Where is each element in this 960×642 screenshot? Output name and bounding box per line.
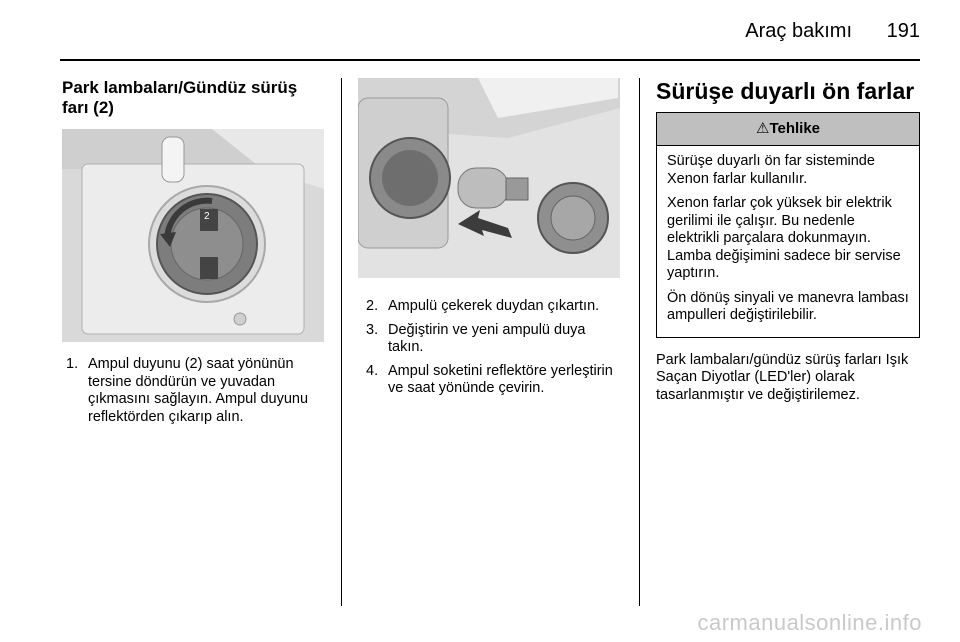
step-text: Ampul duyunu (2) saat yönünün tersine döndürün ve yuvadan çıkmasını sağlayın. Ampul duyunu reflektörden çıkarıp alın. — [88, 356, 309, 425]
list-item — [366, 298, 620, 316]
step-number: 2. — [366, 298, 379, 314]
step-text: Ampulü çekerek duydan çıkartın. — [388, 298, 600, 314]
svg-text:2: 2 — [204, 211, 210, 222]
column-divider-2 — [639, 78, 640, 606]
column-1 — [62, 78, 324, 432]
column-divider-1 — [341, 78, 342, 606]
column-2 — [358, 78, 620, 404]
headlamp-socket-illustration — [62, 129, 324, 342]
column-3 — [656, 78, 920, 404]
page-number: 191 — [886, 20, 920, 42]
led-note-paragraph: Park lambaları/gündüz sürüş farları Işık Saçan Diyotlar (LED'ler) olarak tasarlanmıştır ve değiştirilemez. — [656, 351, 909, 403]
warning-paragraph: Xenon farlar çok yüksek bir elektrik gerilimi ile çalışır. Bu nedenle elektrikli parçalara dokunmayın. Lamba değişimini sadece bir servise yaptırın. — [667, 195, 901, 281]
list-item — [366, 363, 620, 398]
step-text: Ampul soketini reflektöre yerleştirin ve saat yönünde çevirin. — [388, 362, 613, 396]
warning-body — [657, 146, 919, 337]
section-heading-park-lamps: Park lambaları/Gündüz sürüş farı (2) — [62, 78, 298, 117]
list-item — [66, 356, 324, 426]
step-number: 3. — [366, 321, 379, 338]
warning-header — [657, 113, 919, 146]
header-title: Araç bakımı — [745, 20, 852, 42]
warning-paragraph: Sürüşe duyarlı ön far sisteminde Xenon farlar kullanılır. — [667, 153, 875, 187]
warning-triangle-icon: ⚠ — [755, 120, 770, 137]
figure-bulb-socket-rotation — [62, 129, 324, 342]
steps-list-col2 — [366, 298, 620, 398]
figure-bulb-removal — [358, 78, 620, 278]
warning-title: Tehlike — [769, 120, 821, 137]
bulb-removal-illustration — [358, 78, 620, 278]
header-rule — [60, 59, 920, 61]
section-heading-adaptive-headlamps: Sürüşe duyarlı ön farlar — [656, 78, 915, 104]
step-number: 1. — [66, 356, 79, 372]
step-number: 4. — [366, 362, 379, 379]
steps-list-col1 — [66, 356, 324, 426]
list-item — [366, 322, 620, 357]
watermark: carmanualsonline.info — [697, 610, 922, 635]
warning-box — [656, 112, 920, 338]
warning-paragraph: Ön dönüş sinyali ve manevra lambası ampulleri değiştirilebilir. — [667, 289, 909, 323]
step-text: Değiştirin ve yeni ampulü duya takın. — [388, 321, 586, 355]
